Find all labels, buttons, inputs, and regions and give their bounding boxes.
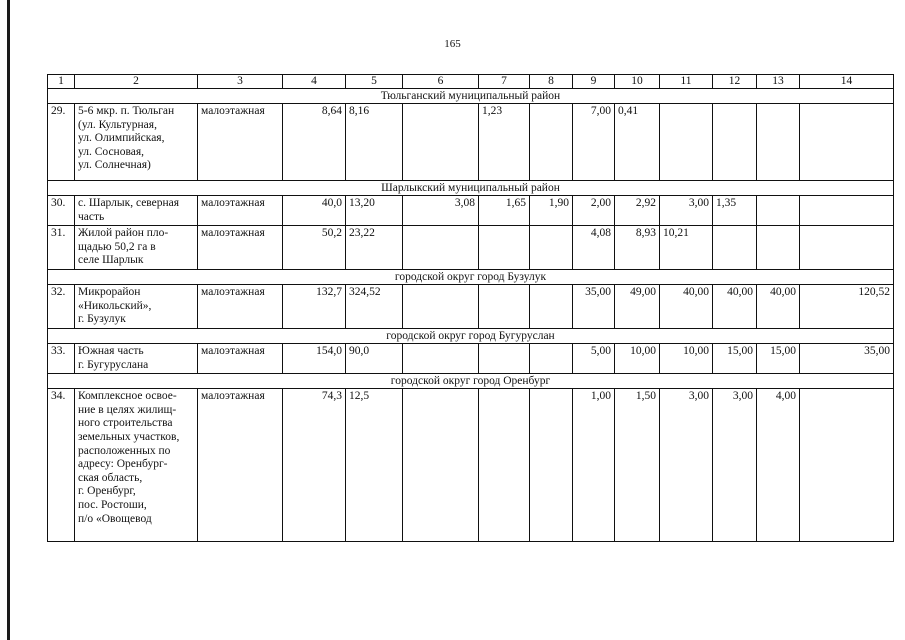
value-cell-col7	[479, 343, 530, 373]
header-cell: 13	[757, 75, 800, 89]
header-cell: 4	[283, 75, 346, 89]
section-row-sharlyk	[48, 181, 894, 196]
housing-type-cell: малоэтажная	[198, 104, 283, 181]
header-cell: 7	[479, 75, 530, 89]
value-cell-col10: 2,92	[615, 196, 660, 226]
value-cell-col7: 1,65	[479, 196, 530, 226]
value-cell-col6	[403, 389, 479, 542]
value-cell-col9: 5,00	[573, 343, 615, 373]
header-cell: 3	[198, 75, 283, 89]
header-cell: 8	[530, 75, 573, 89]
value-cell-col9: 35,00	[573, 284, 615, 328]
row-number-cell: 34.	[48, 389, 75, 542]
value-cell-col7: 1,23	[479, 104, 530, 181]
value-cell-col14	[800, 226, 894, 270]
table-row	[48, 389, 894, 542]
value-cell-col6	[403, 284, 479, 328]
section-row-tyulgan	[48, 89, 894, 104]
value-cell-col11: 3,00	[660, 196, 713, 226]
page-number: 165	[444, 38, 461, 50]
value-cell-col8	[530, 343, 573, 373]
section-title: городской округ город Оренбург	[48, 374, 894, 389]
value-cell-col13: 15,00	[757, 343, 800, 373]
object-name-cell: с. Шарлык, северная часть	[75, 196, 198, 226]
table-row	[48, 226, 894, 270]
value-cell-col7	[479, 284, 530, 328]
row-number-cell: 30.	[48, 196, 75, 226]
value-cell-col10: 49,00	[615, 284, 660, 328]
object-name-cell: Комплексное освое- ние в целях жилищ- ного строительства земельных участков, расположенных по адресу: Оренбург- ская область, г. Оренбург, пос. Ростоши, п/о «Овощевод	[75, 389, 198, 542]
value-cell-col14: 35,00	[800, 343, 894, 373]
object-name-cell: Южная часть г. Бугуруслана	[75, 343, 198, 373]
section-title: городской округ город Бузулук	[48, 269, 894, 284]
value-cell-col10: 8,93	[615, 226, 660, 270]
value-cell-col12: 40,00	[713, 284, 757, 328]
header-cell: 14	[800, 75, 894, 89]
section-title: Шарлыкский муниципальный район	[48, 181, 894, 196]
housing-type-cell: малоэтажная	[198, 226, 283, 270]
value-cell-col9: 7,00	[573, 104, 615, 181]
value-cell-col6	[403, 104, 479, 181]
header-cell: 1	[48, 75, 75, 89]
section-title: Тюльганский муниципальный район	[48, 89, 894, 104]
value-cell-col4: 132,7	[283, 284, 346, 328]
table-row	[48, 284, 894, 328]
value-cell-col4: 40,0	[283, 196, 346, 226]
section-row-buguruslan	[48, 328, 894, 343]
value-cell-col6	[403, 343, 479, 373]
value-cell-col12: 1,35	[713, 196, 757, 226]
value-cell-col11: 3,00	[660, 389, 713, 542]
value-cell-col11: 10,00	[660, 343, 713, 373]
header-cell: 5	[346, 75, 403, 89]
value-cell-col4: 154,0	[283, 343, 346, 373]
row-number-cell: 31.	[48, 226, 75, 270]
table-row	[48, 196, 894, 226]
value-cell-col4: 8,64	[283, 104, 346, 181]
value-cell-col5: 23,22	[346, 226, 403, 270]
table-header-row	[48, 75, 894, 89]
value-cell-col14: 120,52	[800, 284, 894, 328]
value-cell-col8	[530, 104, 573, 181]
value-cell-col14	[800, 104, 894, 181]
header-cell: 10	[615, 75, 660, 89]
value-cell-col9: 4,08	[573, 226, 615, 270]
value-cell-col13: 4,00	[757, 389, 800, 542]
housing-type-cell: малоэтажная	[198, 284, 283, 328]
value-cell-col10: 1,50	[615, 389, 660, 542]
value-cell-col6: 3,08	[403, 196, 479, 226]
data-table	[47, 74, 894, 542]
value-cell-col8	[530, 389, 573, 542]
value-cell-col8: 1,90	[530, 196, 573, 226]
value-cell-col8	[530, 226, 573, 270]
housing-type-cell: малоэтажная	[198, 196, 283, 226]
row-number-cell: 33.	[48, 343, 75, 373]
value-cell-col11: 10,21	[660, 226, 713, 270]
table-row	[48, 343, 894, 373]
value-cell-col11	[660, 104, 713, 181]
object-name-cell: 5-6 мкр. п. Тюльган (ул. Культурная, ул. Олимпийская, ул. Сосновая, ул. Солнечная)	[75, 104, 198, 181]
value-cell-col5: 8,16	[346, 104, 403, 181]
header-cell: 6	[403, 75, 479, 89]
value-cell-col12: 15,00	[713, 343, 757, 373]
value-cell-col14	[800, 389, 894, 542]
value-cell-col6	[403, 226, 479, 270]
value-cell-col5: 13,20	[346, 196, 403, 226]
value-cell-col5: 12,5	[346, 389, 403, 542]
binding-edge-line	[7, 0, 10, 640]
value-cell-col14	[800, 196, 894, 226]
value-cell-col9: 2,00	[573, 196, 615, 226]
value-cell-col12	[713, 104, 757, 181]
value-cell-col12	[713, 226, 757, 270]
object-name-cell: Микрорайон «Никольский», г. Бузулук	[75, 284, 198, 328]
value-cell-col10: 0,41	[615, 104, 660, 181]
value-cell-col13	[757, 104, 800, 181]
value-cell-col9: 1,00	[573, 389, 615, 542]
value-cell-col13: 40,00	[757, 284, 800, 328]
row-number-cell: 29.	[48, 104, 75, 181]
header-cell: 11	[660, 75, 713, 89]
value-cell-col7	[479, 389, 530, 542]
value-cell-col4: 74,3	[283, 389, 346, 542]
housing-type-cell: малоэтажная	[198, 343, 283, 373]
value-cell-col10: 10,00	[615, 343, 660, 373]
value-cell-col5: 90,0	[346, 343, 403, 373]
row-number-cell: 32.	[48, 284, 75, 328]
section-title: городской округ город Бугуруслан	[48, 328, 894, 343]
object-name-cell: Жилой район пло- щадью 50,2 га в селе Шарлык	[75, 226, 198, 270]
value-cell-col4: 50,2	[283, 226, 346, 270]
value-cell-col8	[530, 284, 573, 328]
section-row-orenburg	[48, 374, 894, 389]
section-row-buzuluk	[48, 269, 894, 284]
value-cell-col11: 40,00	[660, 284, 713, 328]
housing-type-cell: малоэтажная	[198, 389, 283, 542]
value-cell-col5: 324,52	[346, 284, 403, 328]
value-cell-col12: 3,00	[713, 389, 757, 542]
header-cell: 2	[75, 75, 198, 89]
value-cell-col7	[479, 226, 530, 270]
header-cell: 12	[713, 75, 757, 89]
table-row	[48, 104, 894, 181]
header-cell: 9	[573, 75, 615, 89]
value-cell-col13	[757, 196, 800, 226]
value-cell-col13	[757, 226, 800, 270]
